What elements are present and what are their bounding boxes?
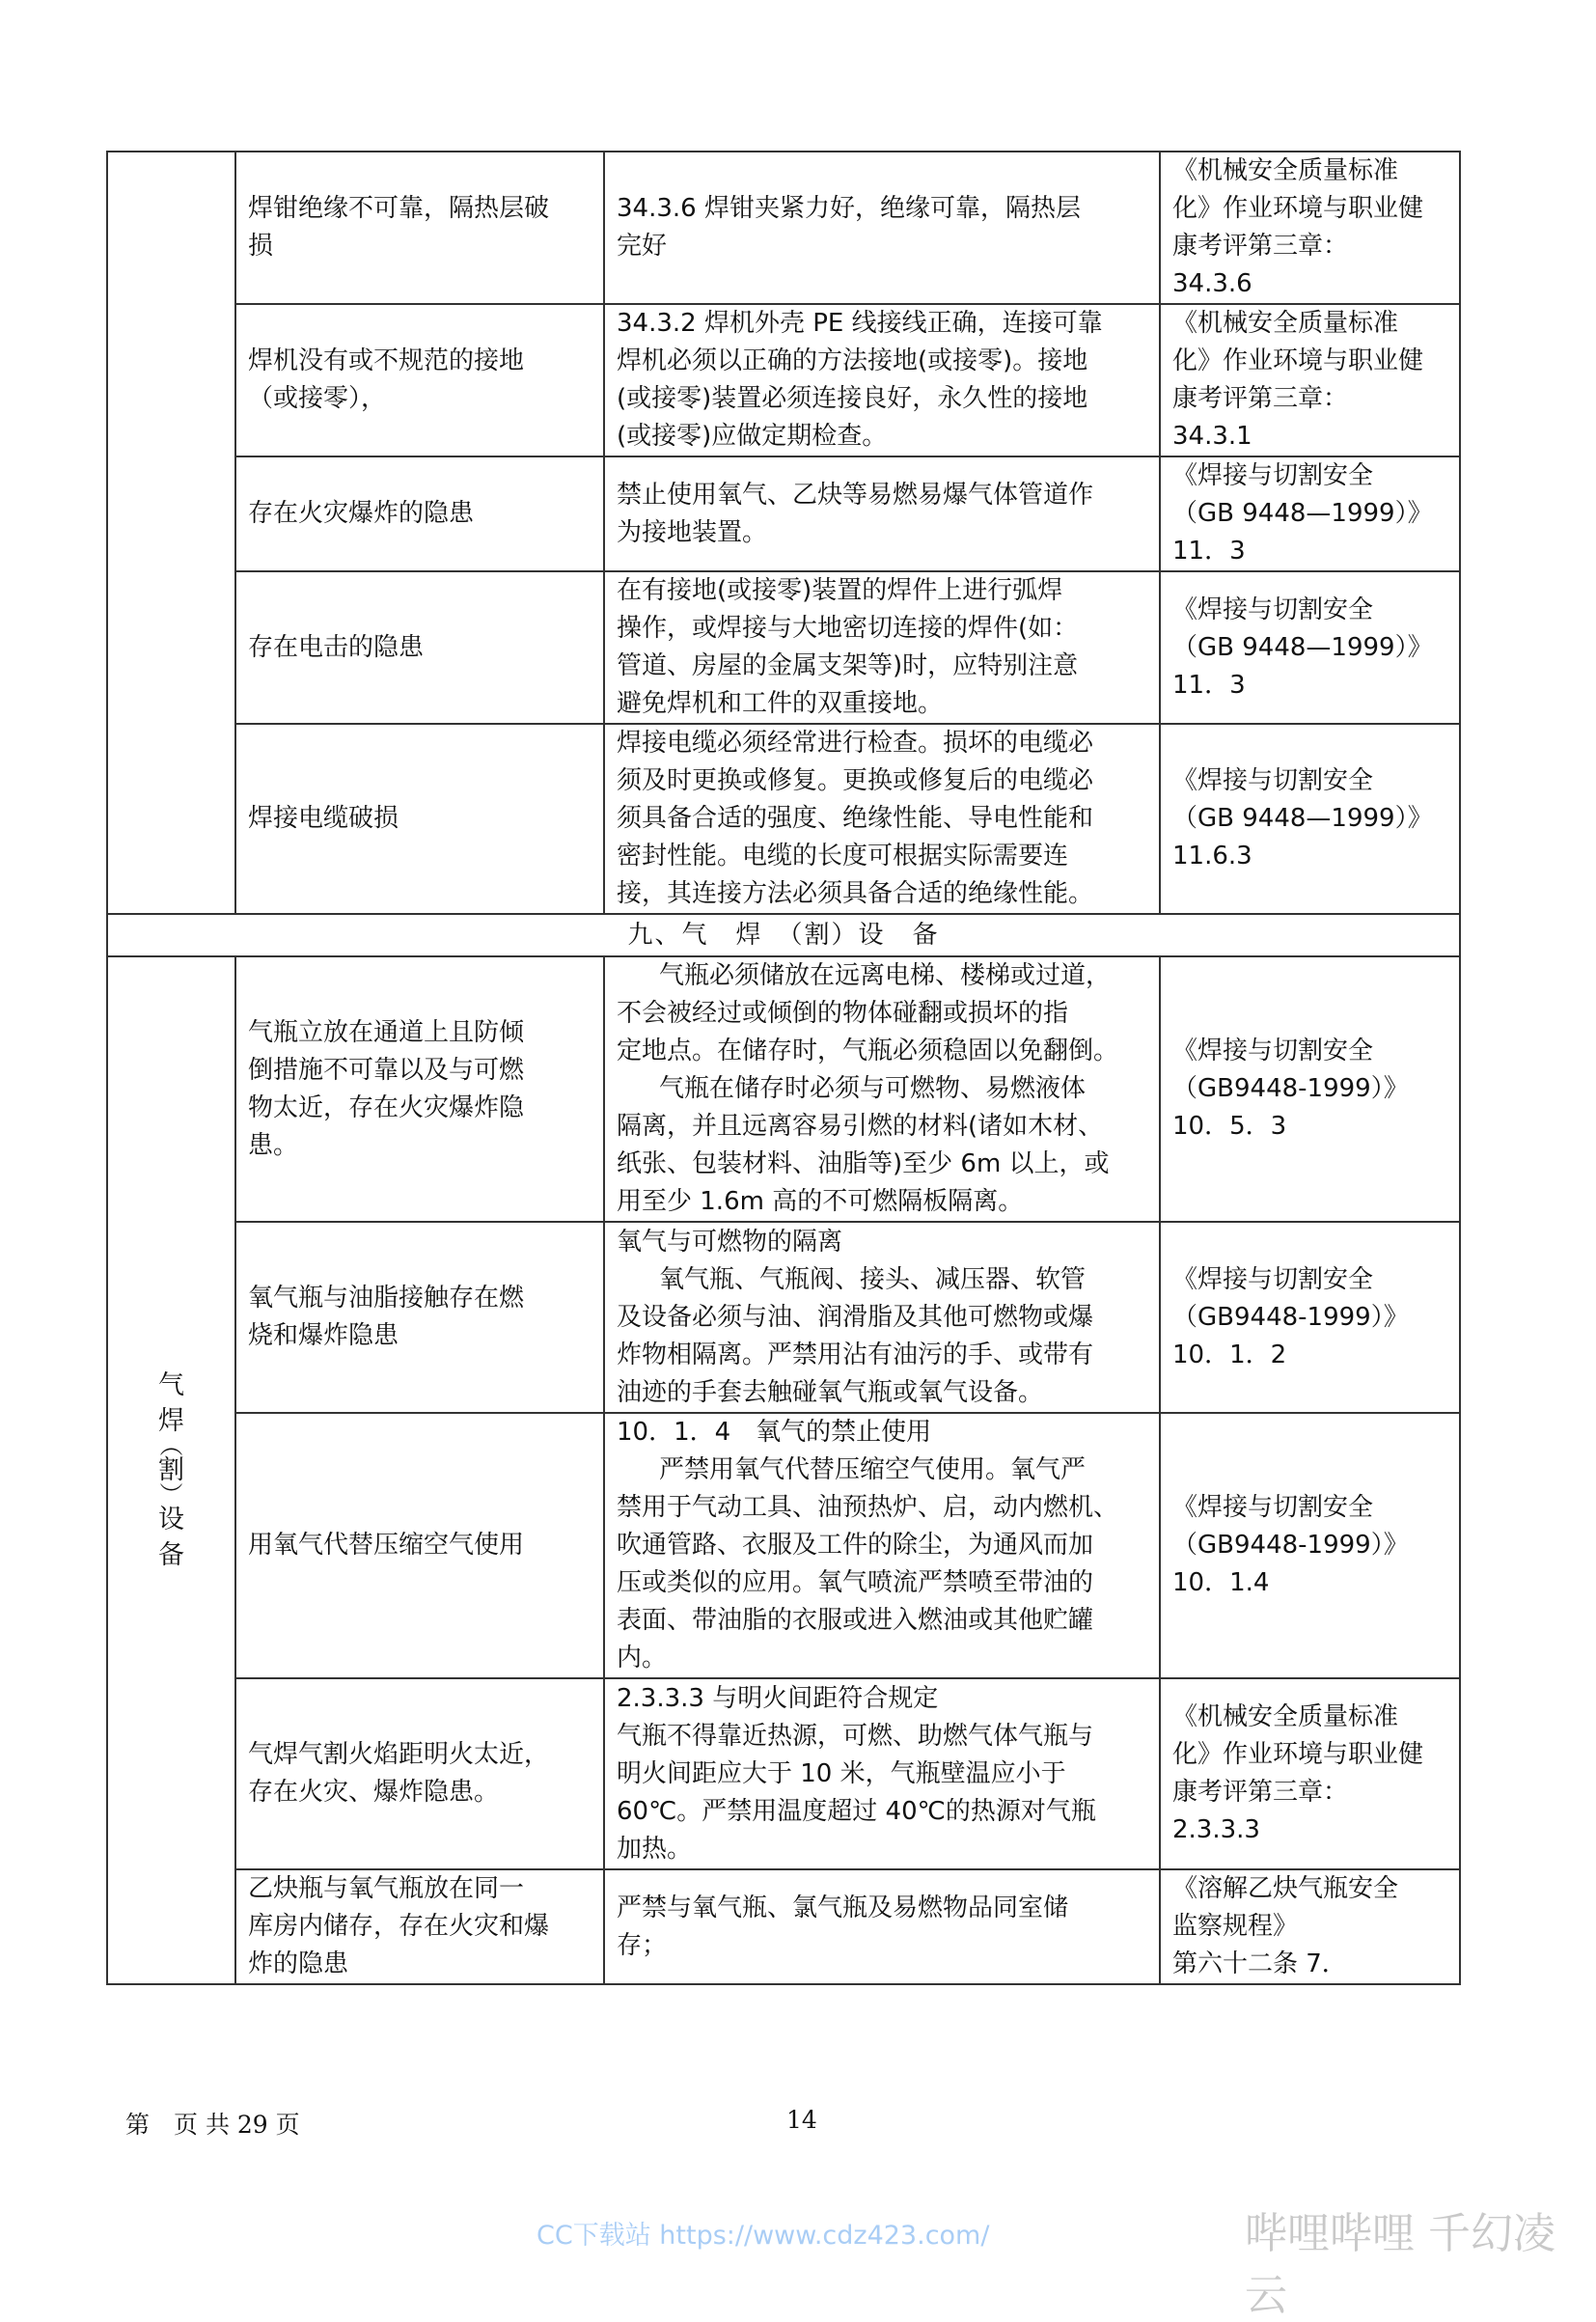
measure-line: 气瓶必须储放在远离电梯、楼梯或过道，: [659, 961, 1112, 990]
standard-cell: [1160, 1413, 1460, 1678]
table-row: [107, 724, 1460, 914]
hazard-line: 存在火灾爆炸的隐患: [248, 499, 475, 528]
hazard-line: 炸的隐患: [248, 1949, 349, 1978]
measure-line: 定地点。在储存时，气瓶必须稳固以免翻倒。: [617, 1037, 1119, 1065]
hazard-line: 乙炔瓶与氧气瓶放在同一: [248, 1874, 525, 1903]
standard-line: 监察规程》: [1172, 1912, 1299, 1941]
measure-line: 气瓶在储存时必须与可燃物、易燃液体: [659, 1074, 1087, 1103]
standard-line: 化》作业环境与职业健: [1172, 346, 1424, 375]
standard-line: 《焊接与切割安全: [1172, 766, 1374, 795]
standard-line: 10．5．3: [1172, 1112, 1287, 1141]
measure-line: 34.3.2 焊机外壳 PE 线接线正确，连接可靠: [617, 309, 1103, 338]
measure-line: 氧气与可燃物的隔离: [617, 1227, 843, 1257]
measure-line: 隔离，并且远离容易引燃的材料(诸如木材、: [617, 1112, 1104, 1141]
category-label: [158, 1368, 184, 1573]
standard-line: 10．1．2: [1172, 1340, 1287, 1369]
measure-line: (或接零)应做定期检查。: [617, 422, 888, 451]
measure-cell: [604, 1413, 1160, 1678]
measure-cell: [604, 724, 1160, 914]
category-char: 割: [158, 1455, 184, 1485]
standard-line: （GB 9448—1999）》: [1172, 632, 1433, 662]
measure-line: 60℃。严禁用温度超过 40℃的热源对气瓶: [617, 1796, 1096, 1826]
measure-line: 吹通管路、衣服及工件的除尘，为通风而加: [617, 1531, 1094, 1560]
standard-line: 《焊接与切割安全: [1172, 1493, 1374, 1522]
measure-line: 密封性能。电缆的长度可根据实际需要连: [617, 842, 1069, 871]
measure-cell: [604, 956, 1160, 1222]
table-row: [107, 1222, 1460, 1413]
measure-line: 纸张、包装材料、油脂等)至少 6m 以上，或: [617, 1149, 1110, 1178]
standard-cell: [1160, 1869, 1460, 1984]
measure-line: 明火间距应大于 10 米，气瓶壁温应小于: [617, 1758, 1066, 1788]
hazard-line: 存在电击的隐患: [248, 632, 425, 662]
category-char: 气: [158, 1370, 184, 1400]
standard-cell: [1160, 456, 1460, 571]
measure-line: 操作，或焊接与大地密切连接的焊件(如：: [617, 614, 1079, 643]
standard-cell: [1160, 1678, 1460, 1869]
standard-line: 11．3: [1172, 537, 1246, 566]
standard-cell: [1160, 571, 1460, 724]
standard-line: （GB9448-1999）》: [1172, 1531, 1409, 1560]
hazard-cell: [235, 724, 604, 914]
measure-line: 为接地装置。: [617, 517, 768, 547]
standard-line: 34.3.6: [1172, 269, 1252, 298]
measure-line: 在有接地(或接零)装置的焊件上进行弧焊: [617, 576, 1063, 605]
hazard-line: 焊机没有或不规范的接地: [248, 346, 525, 375]
standard-line: 34.3.1: [1172, 422, 1252, 451]
measure-line: 禁止使用氧气、乙炔等易燃易爆气体管道作: [617, 480, 1094, 510]
measure-line: 存；: [617, 1930, 668, 1960]
table-body-bottom: [107, 956, 1460, 1984]
hazard-line: 焊钳绝缘不可靠，隔热层破: [248, 194, 550, 223]
standard-cell: [1160, 724, 1460, 914]
page-count-label: 第 页 共 29 页: [125, 2111, 300, 2139]
measure-cell: [604, 571, 1160, 724]
standard-line: 11．3: [1172, 670, 1246, 700]
category-cell-empty: [107, 152, 235, 914]
section-title: 九、气 焊 （割）设 备: [107, 914, 1460, 956]
measure-line: 表面、带油脂的衣服或进入燃油或其他贮罐: [617, 1606, 1094, 1635]
hazard-line: 气瓶立放在通道上且防倾: [248, 1017, 525, 1047]
measure-line: 2.3.3.3 与明火间距符合规定: [617, 1683, 939, 1713]
section-row: [107, 914, 1460, 956]
table-row: [107, 152, 1460, 304]
category-char: 焊: [158, 1406, 184, 1436]
hazard-line: 库房内储存，存在火灾和爆: [248, 1912, 550, 1941]
measure-cell: [604, 152, 1160, 304]
hazard-line: 存在火灾、爆炸隐患。: [248, 1778, 500, 1807]
measure-cell: [604, 1678, 1160, 1869]
standard-line: 《溶解乙炔气瓶安全: [1172, 1874, 1399, 1903]
measure-line: 34.3.6 焊钳夹紧力好，绝缘可靠，隔热层: [617, 194, 1081, 223]
brand-watermark: 哔哩哔哩 千幻凌云: [1245, 2209, 1555, 2320]
standard-line: 康考评第三章：: [1172, 232, 1349, 261]
standard-line: （GB9448-1999）》: [1172, 1302, 1409, 1332]
measure-line: 完好: [617, 232, 668, 261]
watermark-url: CC下载站 https://www.cdz423.com/: [537, 2221, 990, 2251]
measure-line: 管道、房屋的金属支架等)时，应特别注意: [617, 651, 1079, 680]
standard-line: 《焊接与切割安全: [1172, 594, 1374, 624]
hazard-cell: [235, 1413, 604, 1678]
table-row: [107, 1869, 1460, 1984]
measure-cell: [604, 1869, 1160, 1984]
measure-line: 加热。: [617, 1834, 693, 1864]
measure-cell: [604, 1222, 1160, 1413]
measure-line: 炸物相隔离。严禁用沾有油污的手、或带有: [617, 1340, 1094, 1369]
hazard-line: 损: [248, 232, 274, 261]
hazard-cell: [235, 1869, 604, 1984]
hazard-table: [106, 151, 1461, 1985]
measure-line: 须具备合适的强度、绝缘性能、导电性能和: [617, 804, 1094, 833]
measure-line: 焊接电缆必须经常进行检查。损坏的电缆必: [617, 729, 1094, 758]
measure-line: 避免焊机和工件的双重接地。: [617, 689, 944, 718]
hazard-cell: [235, 1222, 604, 1413]
standard-line: 《焊接与切割安全: [1172, 1264, 1374, 1294]
hazard-line: 氧气瓶与油脂接触存在燃: [248, 1284, 525, 1313]
hazard-cell: [235, 456, 604, 571]
table-row: [107, 571, 1460, 724]
measure-line: 禁用于气动工具、油预热炉、启，动内燃机、: [617, 1493, 1119, 1522]
hazard-line: 烧和爆炸隐患: [248, 1321, 399, 1350]
page-number: 14: [786, 2106, 817, 2134]
standard-line: 康考评第三章：: [1172, 1778, 1349, 1807]
standard-line: 《机械安全质量标准: [1172, 1702, 1399, 1731]
standard-line: 《焊接与切割安全: [1172, 461, 1374, 490]
standard-cell: [1160, 956, 1460, 1222]
measure-line: 内。: [617, 1644, 668, 1672]
standard-line: （GB9448-1999）》: [1172, 1074, 1409, 1103]
standard-line: 化》作业环境与职业健: [1172, 1740, 1424, 1769]
measure-line: 严禁用氧气代替压缩空气使用。氧气严: [659, 1455, 1087, 1484]
standard-line: 化》作业环境与职业健: [1172, 194, 1424, 223]
hazard-cell: [235, 304, 604, 456]
hazard-line: 气焊气割火焰距明火太近，: [248, 1740, 550, 1769]
measure-line: 气瓶不得靠近热源，可燃、助燃气体气瓶与: [617, 1721, 1094, 1751]
measure-line: 10．1．4 氧气的禁止使用: [617, 1418, 932, 1447]
standard-line: 《机械安全质量标准: [1172, 309, 1399, 338]
standard-cell: [1160, 152, 1460, 304]
category-char: 备: [158, 1540, 184, 1570]
measure-line: 严禁与氧气瓶、氯气瓶及易燃物品同室储: [617, 1893, 1069, 1922]
hazard-cell: [235, 1678, 604, 1869]
category-char: 设: [158, 1505, 184, 1534]
category-cell: [107, 956, 235, 1984]
standard-line: 第六十二条 7．: [1172, 1949, 1347, 1978]
table-row: [107, 304, 1460, 456]
standard-line: 11.6.3: [1172, 842, 1252, 871]
standard-cell: [1160, 304, 1460, 456]
standard-line: （GB 9448—1999）》: [1172, 499, 1433, 528]
category-char: ︵: [159, 1432, 183, 1459]
measure-cell: [604, 456, 1160, 571]
measure-line: (或接零)装置必须连接良好，永久性的接地: [617, 384, 1088, 413]
standard-cell: [1160, 1222, 1460, 1413]
standard-line: （GB 9448—1999）》: [1172, 804, 1433, 833]
measure-line: 油迹的手套去触碰氧气瓶或氧气设备。: [617, 1377, 1044, 1407]
standard-line: 《焊接与切割安全: [1172, 1037, 1374, 1065]
category-char: ︶: [159, 1481, 183, 1508]
hazard-line: 倒措施不可靠以及与可燃: [248, 1055, 525, 1085]
hazard-line: 焊接电缆破损: [248, 804, 399, 833]
standard-line: 《机械安全质量标准: [1172, 156, 1399, 185]
standard-line: 10．1.4: [1172, 1568, 1270, 1597]
measure-line: 不会被经过或倾倒的物体碰翻或损坏的指: [617, 999, 1069, 1028]
measure-line: 焊机必须以正确的方法接地(或接零)。接地: [617, 346, 1088, 375]
hazard-cell: [235, 571, 604, 724]
measure-line: 用至少 1.6m 高的不可燃隔板隔离。: [617, 1187, 1024, 1216]
hazard-line: 患。: [248, 1130, 299, 1160]
hazard-line: （或接零），: [248, 384, 387, 413]
hazard-cell: [235, 152, 604, 304]
hazard-line: 用氧气代替压缩空气使用: [248, 1531, 525, 1560]
table-row: [107, 1413, 1460, 1678]
table-body-top: [107, 152, 1460, 914]
standard-line: 2.3.3.3: [1172, 1815, 1260, 1844]
measure-line: 须及时更换或修复。更换或修复后的电缆必: [617, 766, 1094, 795]
measure-line: 压或类似的应用。氧气喷流严禁喷至带油的: [617, 1568, 1094, 1597]
table-row: [107, 456, 1460, 571]
table-section: [107, 914, 1460, 956]
table-row: [107, 1678, 1460, 1869]
hazard-line: 物太近，存在火灾爆炸隐: [248, 1092, 525, 1122]
measure-line: 及设备必须与油、润滑脂及其他可燃物或爆: [617, 1302, 1094, 1332]
measure-cell: [604, 304, 1160, 456]
hazard-cell: [235, 956, 604, 1222]
measure-line: 氧气瓶、气瓶阀、接头、减压器、软管: [659, 1264, 1087, 1294]
standard-line: 康考评第三章：: [1172, 384, 1349, 413]
table-row: [107, 956, 1460, 1222]
measure-line: 接，其连接方法必须具备合适的绝缘性能。: [617, 879, 1094, 908]
